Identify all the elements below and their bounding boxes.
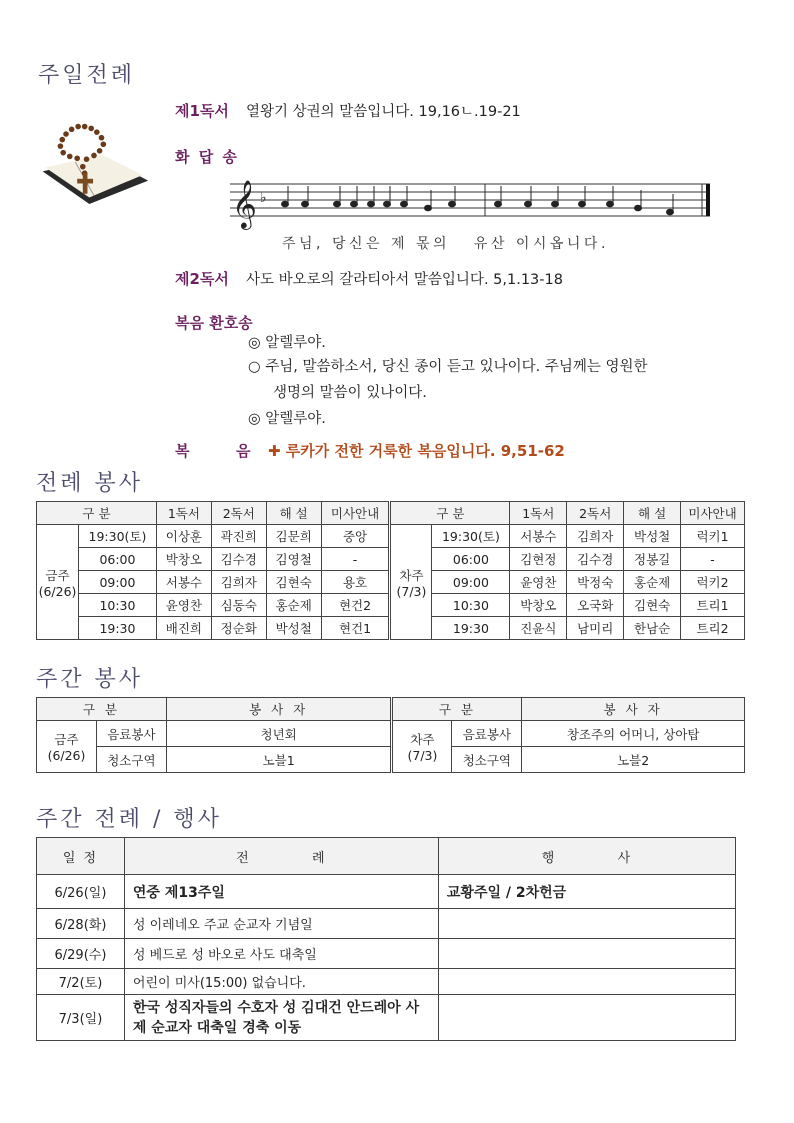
- psalm-music-score: [230, 174, 715, 236]
- service-header-reading2: 2독서: [211, 502, 266, 525]
- service-header-commentary: 해 설: [266, 502, 321, 525]
- event-liturgy: 연중 제13주일: [124, 875, 438, 909]
- cell: -: [321, 548, 390, 571]
- cell: 김현숙: [624, 594, 681, 617]
- cell: 박창오: [156, 548, 211, 571]
- svg-text:♭: ♭: [260, 190, 267, 206]
- event-date: 7/3(일): [37, 995, 125, 1041]
- cell: 김수경: [567, 548, 624, 571]
- table-row: [37, 969, 736, 995]
- liturgy-title: 주일전례: [38, 63, 136, 88]
- cell: 심동숙: [211, 594, 266, 617]
- cell: 김현숙: [266, 571, 321, 594]
- reading2-text: 사도 바오로의 갈라티아서 말씀입니다. 5,1.13-18: [246, 272, 563, 288]
- event-date: 6/29(수): [37, 939, 125, 969]
- cell: 김희자: [567, 525, 624, 548]
- cell: 트리2: [681, 617, 745, 640]
- events-table: [36, 837, 736, 1041]
- table-row: [37, 995, 736, 1041]
- cell: 진윤식: [510, 617, 567, 640]
- cell: 09:00: [78, 571, 156, 594]
- table-row: [37, 747, 745, 773]
- service-header-reading1: 1독서: [510, 502, 567, 525]
- acclamation-line-3: 생명의 말씀이 있나이다.: [273, 385, 427, 401]
- cell: 음료봉사: [96, 721, 166, 747]
- event-activity: 교황주일 / 2차헌금: [438, 875, 735, 909]
- cell: 박성철: [266, 617, 321, 640]
- weekly-header-row: [37, 698, 745, 721]
- cell: 06:00: [432, 548, 510, 571]
- weekly-next-week-cell: 차주 (7/3): [392, 721, 452, 773]
- cell: 19:30: [78, 617, 156, 640]
- cell: 남미리: [567, 617, 624, 640]
- acclamation-line-1: ◎ 알렐루야.: [248, 335, 326, 351]
- event-activity: [438, 969, 735, 995]
- cell: 10:30: [78, 594, 156, 617]
- service-header-division: 구 분: [390, 502, 510, 525]
- service-header-usher: 미사안내: [321, 502, 390, 525]
- cell: 윤영찬: [156, 594, 211, 617]
- weekly-header-volunteer: 봉 사 자: [522, 698, 745, 721]
- cell: 김현정: [510, 548, 567, 571]
- cell: 서봉수: [156, 571, 211, 594]
- event-activity: [438, 939, 735, 969]
- cell: 청소구역: [452, 747, 522, 773]
- service-header-reading2: 2독서: [567, 502, 624, 525]
- event-liturgy: 성 이레네오 주교 순교자 기념일: [124, 909, 438, 939]
- weekly-this-week-cell: 금주 (6/26): [37, 721, 97, 773]
- cell: 한남순: [624, 617, 681, 640]
- svg-text:𝄞: 𝄞: [232, 179, 257, 228]
- next-week-cell: 차주 (7/3): [390, 525, 432, 640]
- acclamation-label: 복음 환호송: [175, 314, 253, 332]
- cell: 19:30: [432, 617, 510, 640]
- reading2-label: 제2독서: [175, 270, 229, 288]
- cell: 청년회: [166, 721, 392, 747]
- cell: 용호: [321, 571, 390, 594]
- cell: 10:30: [432, 594, 510, 617]
- this-week-cell: 금주 (6/26): [37, 525, 79, 640]
- weekly-header-division: 구 분: [392, 698, 522, 721]
- cell: 홍순제: [266, 594, 321, 617]
- rosary-bible-image: [38, 112, 150, 216]
- event-activity: [438, 995, 735, 1041]
- psalm-lyrics: 주님, 당신은 제 몫의 유산 이시옵니다.: [282, 236, 609, 252]
- cell: 이상훈: [156, 525, 211, 548]
- cell: 럭키1: [681, 525, 745, 548]
- cell: 음료봉사: [452, 721, 522, 747]
- cell: 윤영찬: [510, 571, 567, 594]
- cell: 노블1: [166, 747, 392, 773]
- cell: 김영철: [266, 548, 321, 571]
- weekly-title: 주간 봉사: [36, 667, 144, 692]
- reading1-label: 제1독서: [175, 102, 229, 120]
- cell: 김문희: [266, 525, 321, 548]
- table-row: [37, 875, 736, 909]
- service-table: [36, 501, 745, 640]
- weekly-header-division: 구 분: [37, 698, 167, 721]
- events-header-event: 행 사: [438, 838, 735, 875]
- event-date: 6/26(일): [37, 875, 125, 909]
- events-header-liturgy: 전 례: [124, 838, 438, 875]
- cell: 09:00: [432, 571, 510, 594]
- event-activity: [438, 909, 735, 939]
- cell: 박정숙: [567, 571, 624, 594]
- cell: 럭키2: [681, 571, 745, 594]
- gospel-text: ✚ 루카가 전한 거룩한 복음입니다. 9,51-62: [268, 442, 565, 460]
- events-header-row: [37, 838, 736, 875]
- event-liturgy: 어린이 미사(15:00) 없습니다.: [124, 969, 438, 995]
- acclamation-line-2: ○ 주님, 말씀하소서, 당신 종이 듣고 있나이다. 주님께는 영원한: [248, 359, 648, 375]
- events-title: 주간 전례 / 행사: [36, 807, 222, 832]
- table-row: [37, 525, 745, 548]
- cell: 노블2: [522, 747, 745, 773]
- cell: 서봉수: [510, 525, 567, 548]
- cell: 현건2: [321, 594, 390, 617]
- cell: 곽진희: [211, 525, 266, 548]
- cell: 19:30(토): [432, 525, 510, 548]
- acclamation-line-4: ◎ 알렐루야.: [248, 411, 326, 427]
- cell: 06:00: [78, 548, 156, 571]
- service-header-division: 구 분: [37, 502, 157, 525]
- cell: 트리1: [681, 594, 745, 617]
- cell: 정순화: [211, 617, 266, 640]
- service-header-row: [37, 502, 745, 525]
- gospel-label-2: 음: [236, 442, 251, 460]
- cell: 오국화: [567, 594, 624, 617]
- event-liturgy: 성 베드로 성 바오로 사도 대축일: [124, 939, 438, 969]
- weekly-table: [36, 697, 745, 773]
- cell: 배진희: [156, 617, 211, 640]
- cell: -: [681, 548, 745, 571]
- cell: 정봉길: [624, 548, 681, 571]
- event-liturgy: 한국 성직자들의 수호자 성 김대건 안드레아 사제 순교자 대축일 경축 이동: [124, 995, 438, 1041]
- service-header-usher: 미사안내: [681, 502, 745, 525]
- service-title: 전례 봉사: [36, 471, 144, 496]
- event-date: 6/28(화): [37, 909, 125, 939]
- cell: 박창오: [510, 594, 567, 617]
- cell: 홍순제: [624, 571, 681, 594]
- cell: 현건1: [321, 617, 390, 640]
- cell: 19:30(토): [78, 525, 156, 548]
- event-date: 7/2(토): [37, 969, 125, 995]
- cell: 청소구역: [96, 747, 166, 773]
- table-row: [37, 939, 736, 969]
- table-row: [37, 909, 736, 939]
- reading1-text: 열왕기 상권의 말씀입니다. 19,16ㄴ.19-21: [246, 104, 521, 120]
- cell: 김수경: [211, 548, 266, 571]
- gospel-label-1: 복: [175, 442, 190, 460]
- cell: 김희자: [211, 571, 266, 594]
- table-row: [37, 721, 745, 747]
- events-header-date: 일 정: [37, 838, 125, 875]
- psalm-label: 화 답 송: [175, 148, 239, 166]
- cell: 중앙: [321, 525, 390, 548]
- service-header-commentary: 해 설: [624, 502, 681, 525]
- cell: 창조주의 어머니, 상아탑: [522, 721, 745, 747]
- service-header-reading1: 1독서: [156, 502, 211, 525]
- cell: 박성철: [624, 525, 681, 548]
- weekly-header-volunteer: 봉 사 자: [166, 698, 392, 721]
